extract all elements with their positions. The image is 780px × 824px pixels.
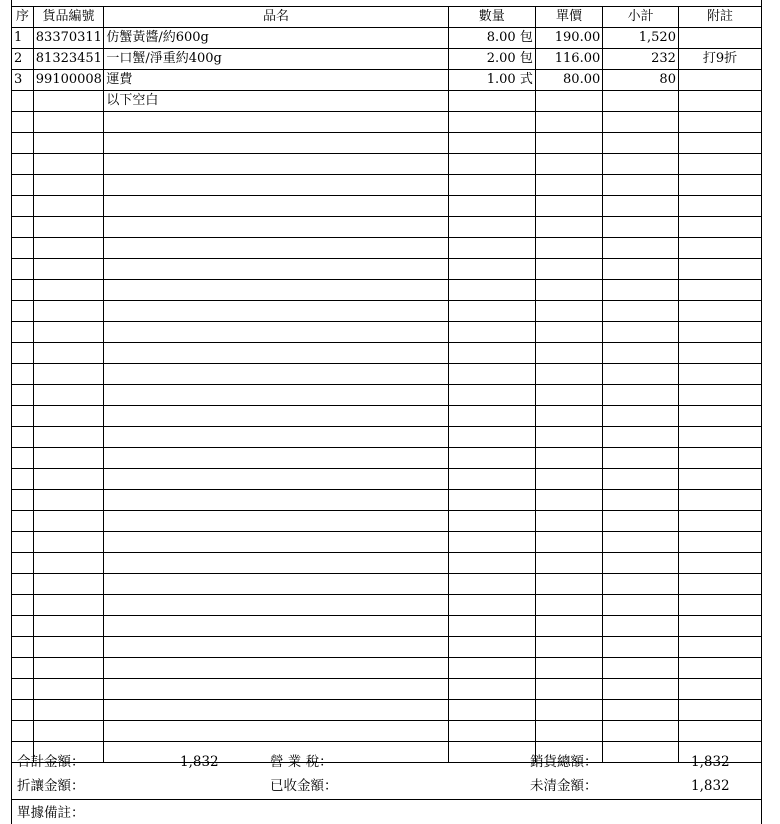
cell-price xyxy=(535,91,602,112)
cell-code: 83370311 xyxy=(33,28,104,49)
blank-cell xyxy=(678,658,761,679)
blank-cell xyxy=(603,322,679,343)
blank-cell xyxy=(535,511,602,532)
blank-cell xyxy=(603,721,679,742)
blank-cell xyxy=(448,217,535,238)
blank-cell xyxy=(535,196,602,217)
blank-row xyxy=(12,322,762,343)
cell-qty xyxy=(448,91,535,112)
blank-cell xyxy=(535,637,602,658)
blank-cell xyxy=(603,280,679,301)
blank-cell xyxy=(12,217,34,238)
cell-note xyxy=(678,91,761,112)
blank-cell xyxy=(678,448,761,469)
blank-cell xyxy=(535,658,602,679)
blank-cell xyxy=(448,301,535,322)
blank-cell xyxy=(678,427,761,448)
blank-cell xyxy=(678,490,761,511)
cell-name: 仿蟹黃醬/約600g xyxy=(104,28,448,49)
cell-seq xyxy=(12,91,34,112)
blank-cell xyxy=(12,595,34,616)
items-table xyxy=(11,6,762,763)
blank-cell xyxy=(12,343,34,364)
blank-cell xyxy=(448,469,535,490)
outstanding-label: 未清金額： xyxy=(530,778,598,794)
table-row xyxy=(12,70,762,91)
blank-row xyxy=(12,301,762,322)
blank-cell xyxy=(535,679,602,700)
table-row xyxy=(12,28,762,49)
cell-price: 190.00 xyxy=(535,28,602,49)
header-note: 附註 xyxy=(678,7,761,28)
blank-cell xyxy=(12,679,34,700)
blank-row xyxy=(12,574,762,595)
header-row xyxy=(12,7,762,28)
blank-cell xyxy=(448,721,535,742)
blank-row xyxy=(12,637,762,658)
blank-cell xyxy=(448,238,535,259)
blank-cell xyxy=(448,595,535,616)
blank-cell xyxy=(678,154,761,175)
blank-cell xyxy=(33,280,104,301)
blank-cell xyxy=(33,721,104,742)
blank-cell xyxy=(603,364,679,385)
summary-divider xyxy=(12,799,761,800)
blank-row xyxy=(12,175,762,196)
blank-cell xyxy=(104,448,448,469)
blank-cell xyxy=(448,658,535,679)
blank-cell xyxy=(678,343,761,364)
blank-cell xyxy=(603,112,679,133)
blank-row xyxy=(12,238,762,259)
cell-name: 運費 xyxy=(104,70,448,91)
blank-cell xyxy=(33,595,104,616)
cell-note xyxy=(678,70,761,91)
blank-cell xyxy=(535,175,602,196)
blank-cell xyxy=(603,658,679,679)
header-subtotal: 小計 xyxy=(603,7,679,28)
blank-cell xyxy=(104,406,448,427)
blank-cell xyxy=(104,721,448,742)
blank-cell xyxy=(12,385,34,406)
cell-name: 一口蟹/淨重約400g xyxy=(104,49,448,70)
blank-cell xyxy=(535,574,602,595)
blank-cell xyxy=(33,511,104,532)
blank-cell xyxy=(678,175,761,196)
blank-cell xyxy=(603,238,679,259)
blank-cell xyxy=(12,238,34,259)
blank-cell xyxy=(12,133,34,154)
invoice-sheet xyxy=(11,0,773,824)
cell-subtotal: 80 xyxy=(603,70,679,91)
blank-cell xyxy=(678,301,761,322)
blank-cell xyxy=(678,322,761,343)
blank-cell xyxy=(603,406,679,427)
blank-cell xyxy=(678,679,761,700)
outstanding-value: 1,832 xyxy=(691,778,730,794)
blank-cell xyxy=(12,196,34,217)
cell-qty: 1.00 式 xyxy=(448,70,535,91)
blank-cell xyxy=(678,553,761,574)
cell-code: 81323451 xyxy=(33,49,104,70)
header-name: 品名 xyxy=(104,7,448,28)
remark-label: 單據備註： xyxy=(17,805,85,821)
blank-cell xyxy=(678,133,761,154)
header-qty: 數量 xyxy=(448,7,535,28)
blank-cell xyxy=(678,217,761,238)
blank-row xyxy=(12,154,762,175)
blank-cell xyxy=(678,637,761,658)
blank-cell xyxy=(12,532,34,553)
blank-cell xyxy=(104,469,448,490)
blank-cell xyxy=(12,448,34,469)
blank-row xyxy=(12,469,762,490)
blank-cell xyxy=(448,616,535,637)
blank-cell xyxy=(33,322,104,343)
blank-cell xyxy=(448,700,535,721)
blank-cell xyxy=(12,700,34,721)
blank-row xyxy=(12,532,762,553)
blank-cell xyxy=(678,532,761,553)
cell-code xyxy=(33,91,104,112)
blank-cell xyxy=(603,490,679,511)
blank-cell xyxy=(678,385,761,406)
blank-cell xyxy=(448,553,535,574)
blank-cell xyxy=(33,700,104,721)
summary-block xyxy=(11,745,762,824)
blank-cell xyxy=(678,616,761,637)
blank-cell xyxy=(678,112,761,133)
blank-cell xyxy=(12,637,34,658)
blank-cell xyxy=(104,595,448,616)
blank-cell xyxy=(12,259,34,280)
blank-cell xyxy=(12,553,34,574)
blank-cell xyxy=(535,133,602,154)
blank-cell xyxy=(535,112,602,133)
total-value: 1,832 xyxy=(180,754,219,770)
blank-cell xyxy=(535,259,602,280)
blank-cell xyxy=(104,301,448,322)
blank-cell xyxy=(448,406,535,427)
blank-cell xyxy=(104,532,448,553)
blank-cell xyxy=(104,679,448,700)
cell-name: 以下空白 xyxy=(104,91,448,112)
blank-cell xyxy=(104,553,448,574)
blank-cell xyxy=(12,490,34,511)
blank-cell xyxy=(12,406,34,427)
blank-cell xyxy=(678,700,761,721)
blank-cell xyxy=(678,595,761,616)
cell-note xyxy=(678,28,761,49)
blank-cell xyxy=(33,259,104,280)
blank-cell xyxy=(12,511,34,532)
blank-cell xyxy=(535,490,602,511)
blank-row xyxy=(12,595,762,616)
blank-cell xyxy=(535,700,602,721)
blank-cell xyxy=(448,448,535,469)
blank-cell xyxy=(678,238,761,259)
cell-subtotal: 232 xyxy=(603,49,679,70)
blank-cell xyxy=(12,469,34,490)
blank-cell xyxy=(535,721,602,742)
cell-code: 99100008 xyxy=(33,70,104,91)
cell-qty: 8.00 包 xyxy=(448,28,535,49)
blank-cell xyxy=(104,700,448,721)
blank-row xyxy=(12,196,762,217)
blank-row xyxy=(12,616,762,637)
blank-cell xyxy=(33,301,104,322)
blank-row xyxy=(12,280,762,301)
cell-seq: 3 xyxy=(12,70,34,91)
blank-cell xyxy=(33,679,104,700)
blank-cell xyxy=(535,343,602,364)
blank-cell xyxy=(12,154,34,175)
blank-cell xyxy=(603,385,679,406)
blank-cell xyxy=(33,616,104,637)
blank-cell xyxy=(535,448,602,469)
blank-cell xyxy=(448,679,535,700)
blank-cell xyxy=(12,322,34,343)
blank-cell xyxy=(33,238,104,259)
blank-cell xyxy=(603,469,679,490)
blank-cell xyxy=(104,364,448,385)
blank-cell xyxy=(678,511,761,532)
blank-cell xyxy=(104,217,448,238)
blank-cell xyxy=(603,154,679,175)
cell-seq: 1 xyxy=(12,28,34,49)
blank-cell xyxy=(104,133,448,154)
blank-cell xyxy=(678,196,761,217)
blank-cell xyxy=(448,280,535,301)
blank-cell xyxy=(603,574,679,595)
sales-total-label: 銷貨總額： xyxy=(530,754,598,770)
blank-cell xyxy=(535,406,602,427)
tax-label: 營 業 稅： xyxy=(270,754,333,770)
sales-total-value: 1,832 xyxy=(691,754,730,770)
blank-row xyxy=(12,343,762,364)
blank-cell xyxy=(535,469,602,490)
blank-cell xyxy=(448,154,535,175)
items-body xyxy=(12,28,762,763)
blank-cell xyxy=(535,217,602,238)
blank-cell xyxy=(33,532,104,553)
blank-cell xyxy=(104,616,448,637)
blank-cell xyxy=(448,385,535,406)
blank-cell xyxy=(678,721,761,742)
blank-cell xyxy=(535,322,602,343)
blank-cell xyxy=(448,574,535,595)
header-code: 貨品編號 xyxy=(33,7,104,28)
blank-cell xyxy=(104,490,448,511)
blank-cell xyxy=(448,427,535,448)
header-price: 單價 xyxy=(535,7,602,28)
blank-cell xyxy=(104,112,448,133)
cell-qty: 2.00 包 xyxy=(448,49,535,70)
blank-cell xyxy=(678,259,761,280)
blank-cell xyxy=(12,574,34,595)
blank-cell xyxy=(33,490,104,511)
blank-cell xyxy=(33,133,104,154)
blank-cell xyxy=(603,427,679,448)
blank-cell xyxy=(678,280,761,301)
blank-cell xyxy=(535,532,602,553)
blank-cell xyxy=(603,217,679,238)
blank-cell xyxy=(448,511,535,532)
blank-cell xyxy=(603,259,679,280)
cell-price: 80.00 xyxy=(535,70,602,91)
blank-row xyxy=(12,448,762,469)
blank-cell xyxy=(603,616,679,637)
blank-cell xyxy=(448,322,535,343)
blank-row xyxy=(12,217,762,238)
blank-cell xyxy=(104,259,448,280)
blank-cell xyxy=(33,112,104,133)
blank-cell xyxy=(12,301,34,322)
blank-cell xyxy=(603,343,679,364)
blank-cell xyxy=(33,406,104,427)
blank-cell xyxy=(104,637,448,658)
blank-cell xyxy=(603,175,679,196)
blank-cell xyxy=(448,133,535,154)
blank-cell xyxy=(12,280,34,301)
blank-row xyxy=(12,700,762,721)
blank-cell xyxy=(603,301,679,322)
blank-cell xyxy=(12,658,34,679)
blank-cell xyxy=(678,469,761,490)
blank-cell xyxy=(535,238,602,259)
blank-cell xyxy=(104,511,448,532)
blank-cell xyxy=(603,679,679,700)
blank-cell xyxy=(535,154,602,175)
blank-cell xyxy=(104,196,448,217)
blank-cell xyxy=(535,364,602,385)
blank-row xyxy=(12,112,762,133)
blank-cell xyxy=(104,238,448,259)
blank-cell xyxy=(448,364,535,385)
blank-cell xyxy=(104,175,448,196)
total-label: 合計金額： xyxy=(17,754,85,770)
blank-cell xyxy=(535,616,602,637)
blank-row xyxy=(12,427,762,448)
blank-cell xyxy=(33,448,104,469)
blank-row xyxy=(12,259,762,280)
blank-cell xyxy=(33,637,104,658)
blank-row xyxy=(12,133,762,154)
blank-row xyxy=(12,490,762,511)
blank-cell xyxy=(104,658,448,679)
blank-row xyxy=(12,553,762,574)
blank-cell xyxy=(33,196,104,217)
header-seq: 序 xyxy=(12,7,34,28)
blank-cell xyxy=(33,574,104,595)
blank-cell xyxy=(33,469,104,490)
blank-cell xyxy=(33,154,104,175)
blank-row xyxy=(12,721,762,742)
blank-cell xyxy=(535,385,602,406)
blank-cell xyxy=(12,721,34,742)
blank-cell xyxy=(603,700,679,721)
blank-cell xyxy=(12,175,34,196)
blank-cell xyxy=(104,574,448,595)
blank-cell xyxy=(104,343,448,364)
blank-cell xyxy=(33,658,104,679)
blank-cell xyxy=(678,574,761,595)
blank-cell xyxy=(448,259,535,280)
received-label: 已收金額： xyxy=(270,778,338,794)
blank-row xyxy=(12,364,762,385)
blank-cell xyxy=(33,553,104,574)
blank-cell xyxy=(603,196,679,217)
blank-cell xyxy=(603,511,679,532)
blank-row xyxy=(12,511,762,532)
blank-cell xyxy=(104,322,448,343)
blank-cell xyxy=(603,133,679,154)
cell-subtotal xyxy=(603,91,679,112)
blank-cell xyxy=(678,406,761,427)
blank-cell xyxy=(448,490,535,511)
blank-cell xyxy=(535,280,602,301)
blank-cell xyxy=(603,637,679,658)
blank-row xyxy=(12,658,762,679)
blank-cell xyxy=(535,301,602,322)
table-row xyxy=(12,49,762,70)
blank-row xyxy=(12,385,762,406)
cell-subtotal: 1,520 xyxy=(603,28,679,49)
cell-note: 打9折 xyxy=(678,49,761,70)
blank-cell xyxy=(678,364,761,385)
blank-cell xyxy=(603,532,679,553)
blank-cell xyxy=(33,364,104,385)
blank-cell xyxy=(535,427,602,448)
blank-cell xyxy=(33,217,104,238)
blank-cell xyxy=(603,553,679,574)
blank-cell xyxy=(448,175,535,196)
cell-seq: 2 xyxy=(12,49,34,70)
blank-cell xyxy=(448,343,535,364)
blank-cell xyxy=(448,196,535,217)
blank-cell xyxy=(12,364,34,385)
blank-cell xyxy=(104,154,448,175)
blank-cell xyxy=(33,385,104,406)
blank-cell xyxy=(603,595,679,616)
blank-row xyxy=(12,406,762,427)
blank-cell xyxy=(12,112,34,133)
blank-cell xyxy=(12,616,34,637)
blank-row xyxy=(12,679,762,700)
blank-cell xyxy=(12,427,34,448)
blank-cell xyxy=(33,427,104,448)
blank-cell xyxy=(448,112,535,133)
blank-cell xyxy=(535,595,602,616)
blank-cell xyxy=(104,280,448,301)
blank-cell xyxy=(33,343,104,364)
blank-cell xyxy=(104,385,448,406)
cell-price: 116.00 xyxy=(535,49,602,70)
blank-cell xyxy=(33,175,104,196)
table-row xyxy=(12,91,762,112)
blank-cell xyxy=(448,637,535,658)
blank-cell xyxy=(603,448,679,469)
blank-cell xyxy=(448,532,535,553)
blank-cell xyxy=(535,553,602,574)
discount-label: 折讓金額： xyxy=(17,778,85,794)
blank-cell xyxy=(104,427,448,448)
